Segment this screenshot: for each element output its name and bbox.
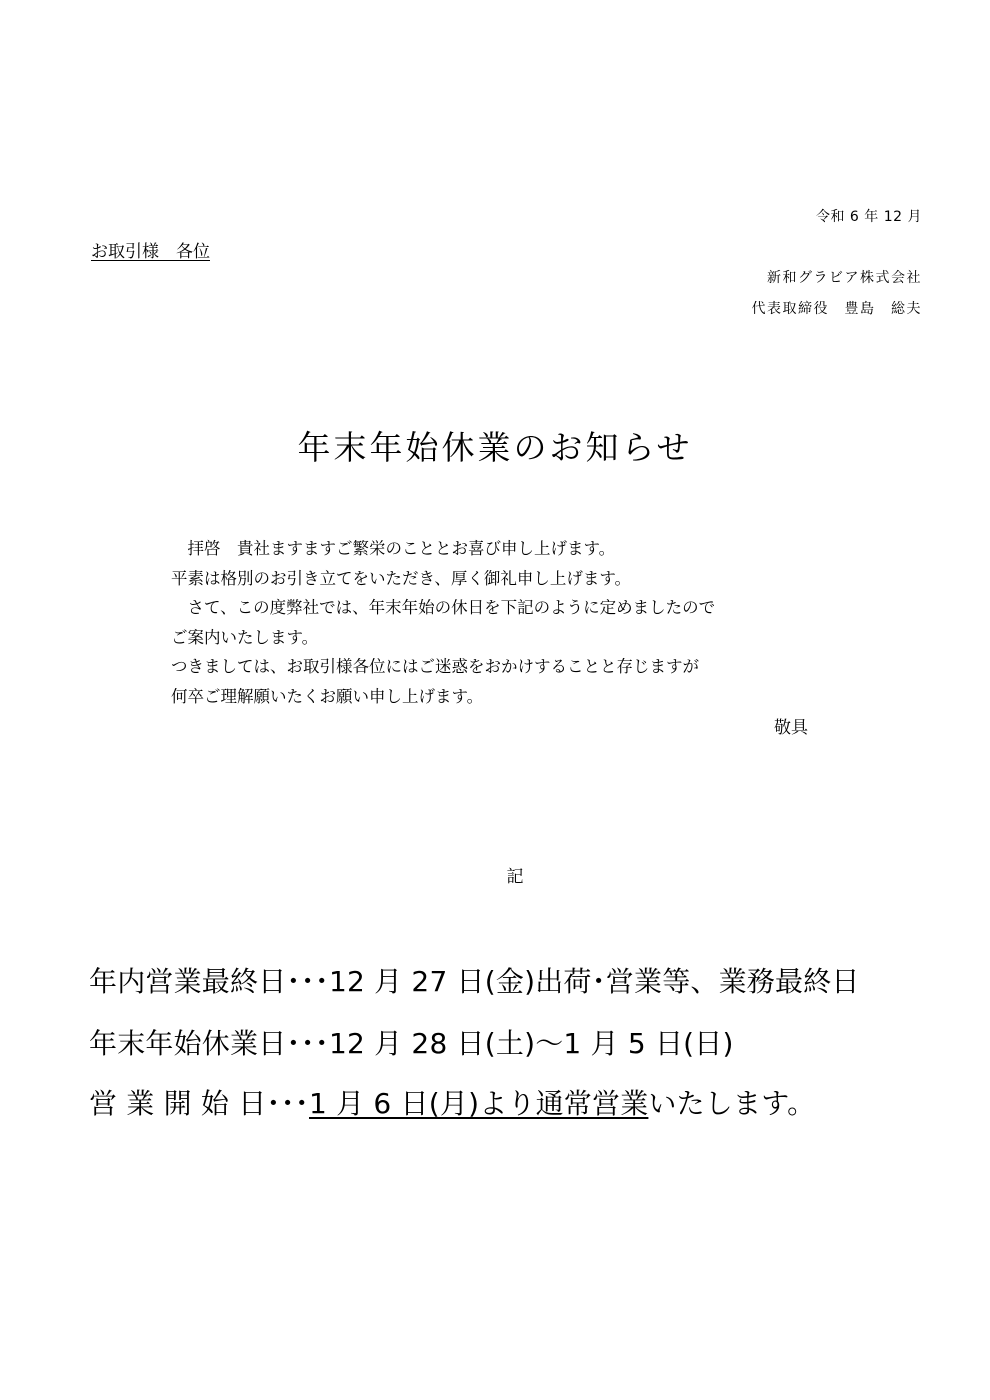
sender-company: 新和グラビア株式会社	[767, 270, 922, 286]
letter-body	[171, 534, 715, 712]
body-line: さて、この度弊社では、年末年始の休日を下記のように定めましたので	[171, 598, 716, 618]
schedule-last-business-day: 年内営業最終日･･･12 月 27 日(金)出荷･営業等、業務最終日	[89, 965, 860, 998]
body-line: 拝啓 貴社ますますご繁栄のこととお喜び申し上げます。	[171, 539, 616, 558]
schedule-holiday-period: 年末年始休業日･･･12 月 28 日(土)～1 月 5 日(日)	[89, 1027, 734, 1060]
start-suffix: いたします。	[648, 1087, 816, 1120]
body-line: つきましては、お取引様各位にはご迷惑をおかけすることと存じますが	[171, 657, 699, 677]
sender-representative: 代表取締役 豊島 総夫	[751, 301, 922, 317]
body-line: 何卒ご理解願いたくお願い申し上げます。	[171, 686, 484, 706]
start-date-underlined: 1 月 6 日(月)より通常営業	[309, 1087, 649, 1120]
body-line: ご案内いたします。	[171, 627, 319, 647]
notice-title: 年末年始休業のお知らせ	[297, 428, 693, 467]
ki-heading: 記	[506, 867, 524, 887]
body-line: 平素は格別のお引き立てをいただき、厚く御礼申し上げます。	[171, 568, 632, 588]
closing-keigu: 敬具	[774, 718, 808, 738]
document-date: 令和 6 年 12 月	[815, 209, 922, 225]
schedule-business-start	[89, 1082, 815, 1122]
start-label: 営 業 開 始 日･･･	[89, 1087, 310, 1120]
recipient-line: お取引様 各位	[91, 242, 210, 262]
